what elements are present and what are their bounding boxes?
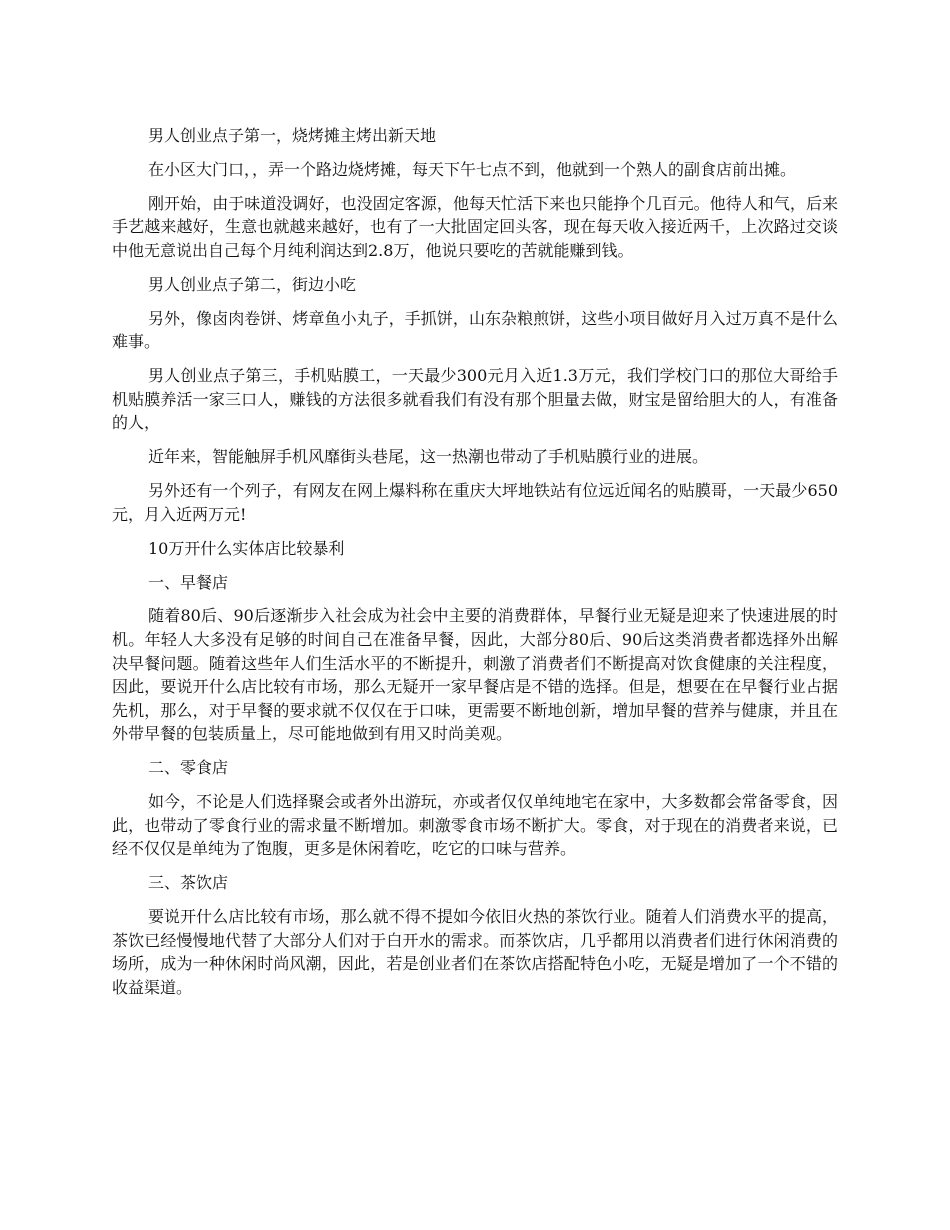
- paragraph: 另外还有一个列子，有网友在网上爆料称在重庆大坪地铁站有位远近闻名的贴膜哥，一天最少650元，月入近两万元!: [112, 481, 838, 524]
- paragraph: 另外，像卤肉卷饼、烤章鱼小丸子，手抓饼，山东杂粮煎饼，这些小项目做好月入过万真不是什么难事。: [112, 308, 838, 352]
- heading-idea-2: 男人创业点子第二，街边小吃: [148, 274, 357, 294]
- heading-idea-1: 男人创业点子第一，烧烤摊主烤出新天地: [148, 126, 437, 145]
- subheading-tea-shop: 三、茶饮店: [148, 873, 229, 893]
- section-heading: 10万开什么实体店比较暴利: [148, 538, 345, 558]
- paragraph: 男人创业点子第三，手机贴膜工，一天最少300元月入近1.3万元，我们学校门口的那位大哥给手机贴膜养活一家三口人，赚钱的方法很多就看我们有没有那个胆量去做，财宝是留给胆大的人，有准备的人，: [112, 366, 838, 433]
- paragraph: 在小区大门口，，弄一个路边烧烤摊，每天下午七点不到，他就到一个熟人的副食店前出摊。: [148, 159, 797, 179]
- document-body: [112, 124, 838, 1010]
- subheading-snack-shop: 二、零食店: [148, 758, 229, 778]
- paragraph: 如今，不论是人们选择聚会或者外出游玩，亦或者仅仅单纯地宅在家中，大多数都会常备零食，因此，也带动了零食行业的需求量不断增加。刺激零食市场不断扩大。零食，对于现在的消费者来说，已经不仅仅是单纯为了饱腹，更多是休闲着吃，吃它的口味与营养。: [112, 792, 838, 859]
- paragraph: 随着80后、90后逐渐步入社会成为社会中主要的消费群体，早餐行业无疑是迎来了快速进展的时机。年轻人大多没有足够的时间自己在准备早餐，因此，大部分80后、90后这类消费者都选择外出解决早餐问题。随着这些年人们生活水平的不断提升，刺激了消费者们不断提高对饮食健康的关注程度，因此，要说开什么店比较有市场，那么无疑开一家早餐店是不错的选择。但是，想要在在早餐行业占据先机，那么，对于早餐的要求就不仅仅在于口味，更需要不断地创新，增加早餐的营养与健康，并且在外带早餐的包装质量上，尽可能地做到有用又时尚美观。: [112, 606, 838, 744]
- paragraph: 近年来，智能触屏手机风靡街头巷尾，这一热潮也带动了手机贴膜行业的进展。: [148, 447, 709, 467]
- paragraph: 要说开什么店比较有市场，那么就不得不提如今依旧火热的茶饮行业。随着人们消费水平的提高，茶饮已经慢慢地代替了大部分人们对于白开水的需求。而茶饮店，几乎都用以消费者们进行休闲消费的场所，成为一种休闲时尚风潮，因此，若是创业者们在茶饮店搭配特色小吃，无疑是增加了一个不错的收益渠道。: [112, 907, 838, 997]
- paragraph: 刚开始，由于味道没调好，也没固定客源，他每天忙活下来也只能挣个几百元。他待人和气，后来手艺越来越好，生意也就越来越好，也有了一大批固定回头客，现在每天收入接近两千，上次路过交谈中他无意说出自己每个月纯利润达到2.8万，他说只要吃的苦就能赚到钱。: [112, 193, 838, 260]
- subheading-breakfast-shop: 一、早餐店: [148, 572, 229, 592]
